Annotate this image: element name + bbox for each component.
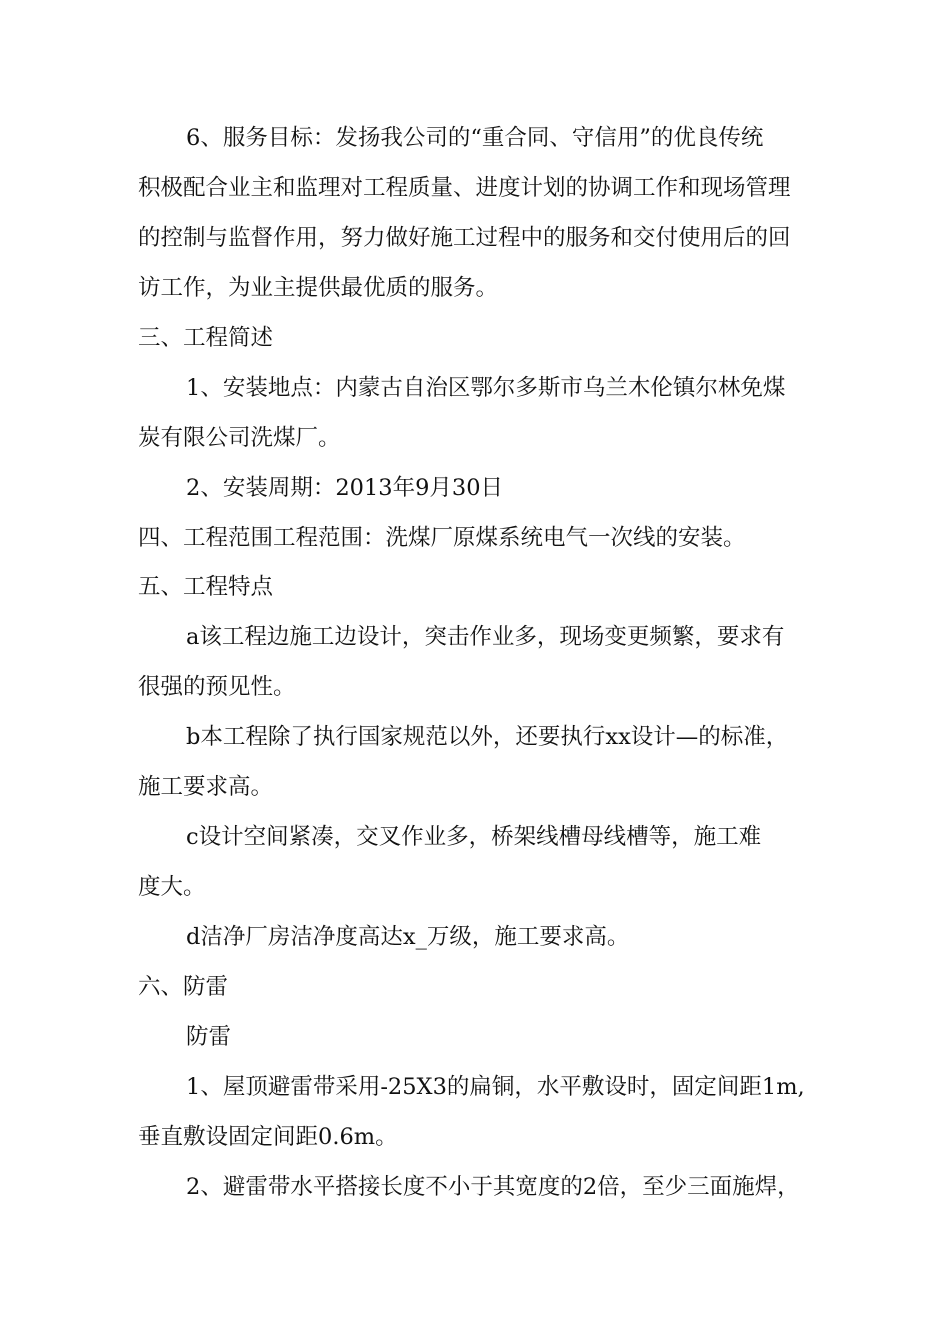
subsection-heading: 防雷 <box>186 1024 232 1050</box>
paragraph-line: d洁净厂房洁净度高达x_万级，施工要求高。 <box>186 924 630 950</box>
paragraph-line: 2、避雷带水平搭接长度不小于其宽度的2倍，至少三面施焊， <box>186 1174 800 1200</box>
paragraph-line: c设计空间紧凑，交叉作业多，桥架线槽母线槽等，施工难 <box>186 824 762 850</box>
paragraph-line: 2、安装周期：2013年9月30日 <box>186 475 504 501</box>
section-heading: 四、工程范围工程范围：洗煤厂原煤系统电气一次线的安装。 <box>138 525 746 551</box>
paragraph-line: 积极配合业主和监理对工程质量、进度计划的协调工作和现场管理 <box>138 175 791 201</box>
paragraph-line: 的控制与监督作用，努力做好施工过程中的服务和交付使用后的回 <box>138 225 791 251</box>
paragraph-line: 6、服务目标：发扬我公司的“重合同、守信用”的优良传统 <box>186 125 764 151</box>
section-heading: 三、工程简述 <box>138 325 274 351</box>
paragraph-line: 很强的预见性。 <box>138 674 296 700</box>
paragraph-line: 度大。 <box>138 874 206 900</box>
paragraph-line: 1、屋顶避雷带采用-25X3的扁铜，水平敷设时，固定间距1m, <box>186 1074 805 1100</box>
paragraph-line: 垂直敷设固定间距0.6m。 <box>138 1124 398 1150</box>
paragraph-line: 施工要求高。 <box>138 774 274 800</box>
section-heading: 六、防雷 <box>138 974 229 1000</box>
paragraph-line: a该工程边施工边设计，突击作业多，现场变更频繁，要求有 <box>186 624 785 650</box>
paragraph-line: 访工作，为业主提供最优质的服务。 <box>138 275 499 301</box>
paragraph-line: b本工程除了执行国家规范以外，还要执行xx设计—的标准， <box>186 724 789 750</box>
paragraph-line: 1、安装地点：内蒙古自治区鄂尔多斯市乌兰木伦镇尔林免煤 <box>186 375 786 401</box>
paragraph-line: 炭有限公司洗煤厂。 <box>138 425 341 451</box>
section-heading: 五、工程特点 <box>138 574 274 600</box>
